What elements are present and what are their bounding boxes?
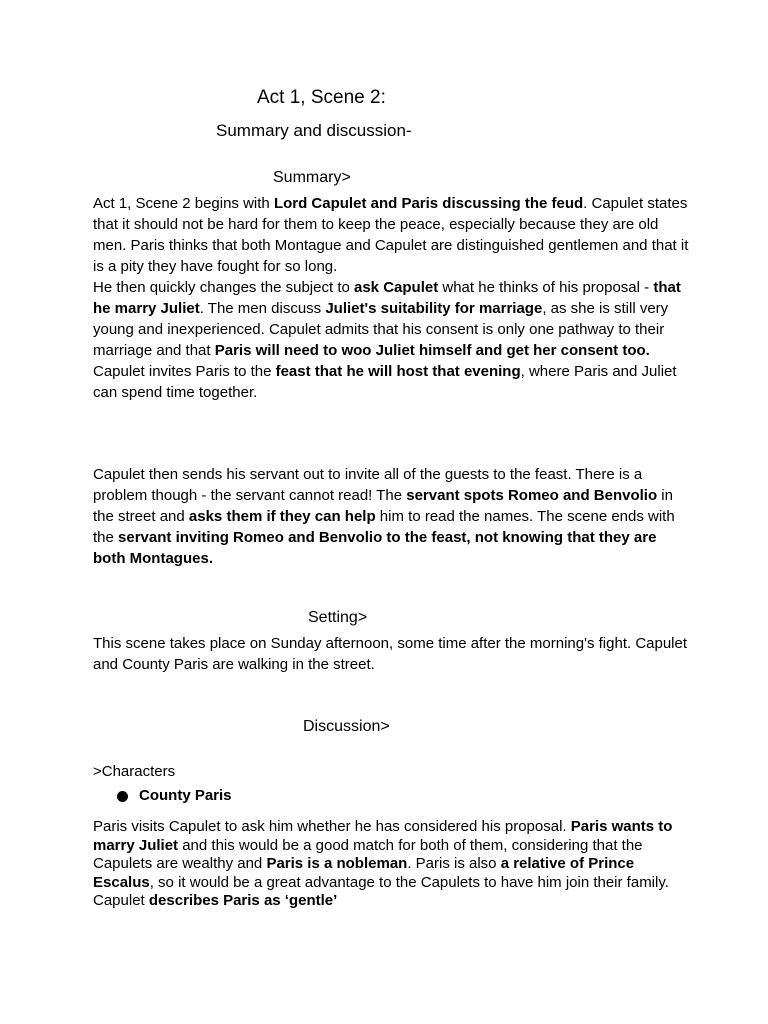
bullet-item-county-paris (117, 785, 232, 806)
setting-paragraph: This scene takes place on Sunday afternoon, some time after the morning's fight. Capulet and County Paris are walking in the street. (93, 635, 688, 673)
summary-paragraph-2: Capulet then sends his servant out to invite all of the guests to the feast. There is a problem though - the servant cannot read! The servant spots Romeo and Benvolio in the street and asks them if they can help him to read the names. The scene ends with the servant inviting Romeo and Benvolio to the feast, not knowing that they are both Montagues. (93, 466, 675, 567)
page-subtitle: Summary and discussion- (216, 121, 412, 140)
bullet-dot-icon (117, 791, 128, 802)
setting-heading: Setting> (308, 609, 368, 626)
page-title: Act 1, Scene 2: (257, 87, 386, 108)
bullet-label: County Paris (139, 787, 232, 804)
characters-label: >Characters (93, 763, 176, 780)
summary-paragraph-1: Act 1, Scene 2 begins with Lord Capulet and Paris discussing the feud. Capulet states that it should not be hard for them to keep the peace, especially because they are old men. Paris thinks that both Montague and Capulet are distinguished gentlemen and that it is a pity they have fought for so long. He then quickly changes the subject to ask Capulet what he thinks of his proposal - that he marry Juliet. The men discuss Juliet's suitability for marriage, as she is still very young and inexperienced. Capulet admits that his consent is only one pathway to their marriage and that Paris will need to woo Juliet himself and get her consent too. Capulet invites Paris to the feast that he will host that evening, where Paris and Juliet can spend time together. (93, 195, 689, 401)
summary-heading: Summary> (273, 169, 351, 186)
paris-paragraph: Paris visits Capulet to ask him whether he has considered his proposal. Paris wants to marry Juliet and this would be a good match for both of them, considering that the Capulets are wealthy and Paris is a nobleman. Paris is also a relative of Prince Escalus, so it would be a great advantage to the Capulets to have him join their family. Capulet describes Paris as ‘gentle’ (93, 818, 673, 910)
discussion-heading: Discussion> (303, 718, 390, 735)
